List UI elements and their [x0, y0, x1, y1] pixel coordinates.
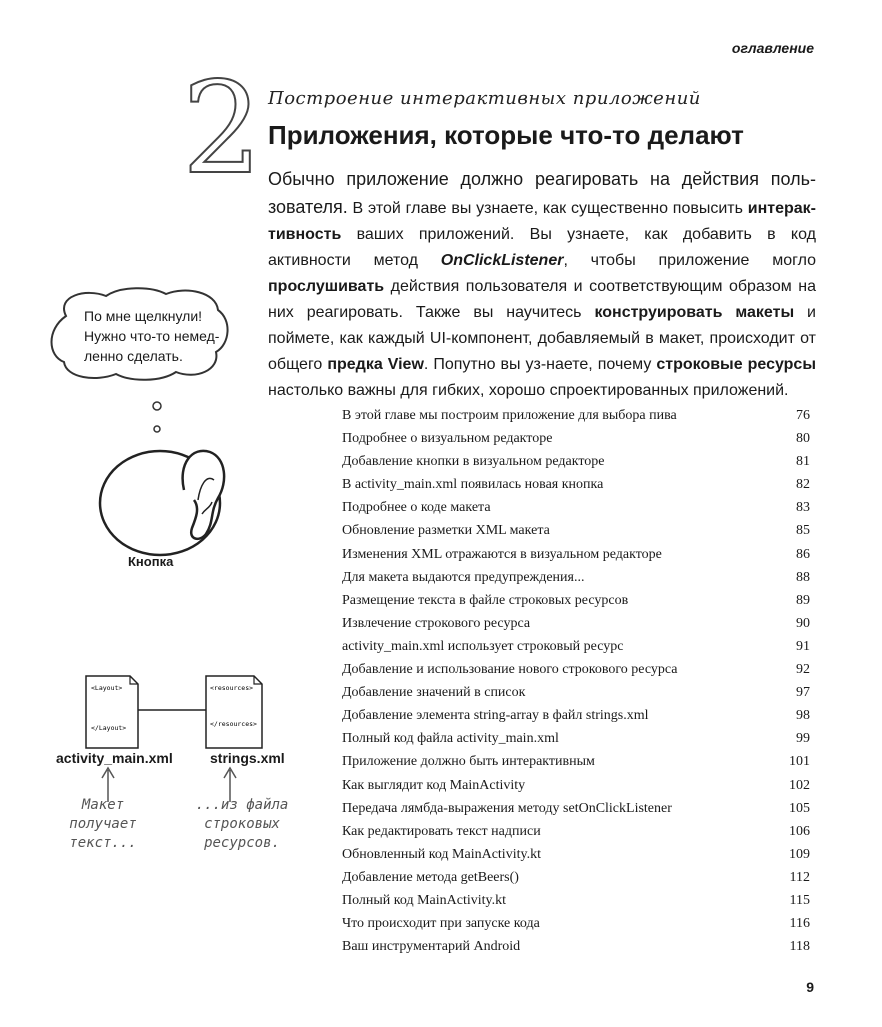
chapter-title: Приложения, которые что-то делают: [268, 120, 744, 150]
toc-entry[interactable]: [342, 750, 810, 773]
toc-entry-title: Что происходит при запуске кода: [342, 916, 540, 932]
files-diagram: [80, 670, 280, 752]
toc-entry-page: 106: [789, 823, 810, 839]
toc-entry[interactable]: [342, 519, 810, 542]
toc-entry[interactable]: [342, 681, 810, 704]
toc-entry-page: 92: [796, 662, 810, 678]
toc-entry[interactable]: [342, 658, 810, 681]
toc-entry-page: 89: [796, 592, 810, 608]
speech-bubble-text: По мне щелкнули! Нужно что-то немед-ленно сделать.: [84, 308, 220, 364]
toc-entry-page: 118: [789, 939, 810, 955]
toc-entry-page: 86: [796, 546, 810, 562]
toc-entry[interactable]: [342, 612, 810, 635]
layout-file-label: activity_main.xml: [56, 750, 173, 766]
toc-entry-page: 116: [789, 916, 810, 932]
chapter-number: 2: [182, 55, 263, 202]
toc-entry-page: 83: [796, 500, 810, 516]
toc-entry[interactable]: [342, 912, 810, 935]
toc-entry-title: Как редактировать текст надписи: [342, 823, 541, 839]
toc-entry[interactable]: [342, 543, 810, 566]
emphasis: конструировать макеты: [594, 304, 795, 321]
toc-entry-title: Как выглядит код MainActivity: [342, 777, 526, 793]
note-strings: ...из файла строковых ресурсов.: [195, 797, 289, 851]
toc-entry-page: 88: [796, 569, 810, 585]
toc-entry[interactable]: [342, 843, 810, 866]
button-ear-illustration: [90, 396, 250, 558]
thought-dot: [154, 426, 160, 432]
toc-entry-title: Добавление и использование нового строкового ресурса: [342, 662, 678, 678]
note-layout: Макет получает текст...: [69, 797, 137, 851]
layout-open-tag: <Layout>: [91, 684, 123, 692]
toc-entry[interactable]: [342, 704, 810, 727]
toc-entry[interactable]: [342, 820, 810, 843]
toc-entry-title: Передача лямбда-выражения методу setOnClickListener: [342, 800, 672, 816]
section-header: оглавление: [731, 40, 814, 56]
toc-entry[interactable]: [342, 889, 810, 912]
toc-entry-title: Подробнее о визуальном редакторе: [342, 431, 553, 447]
toc-entry-page: 99: [796, 731, 810, 747]
toc-entry-title: Обновленный код MainActivity.kt: [342, 846, 541, 862]
toc-entry-title: Извлечение строкового ресурса: [342, 615, 531, 631]
resources-close-tag: </resources>: [210, 720, 257, 728]
toc-entry-page: 76: [796, 408, 810, 423]
toc-entry[interactable]: [342, 635, 810, 658]
page-number: 9: [806, 979, 814, 995]
toc-list: [342, 404, 810, 958]
toc-entry[interactable]: [342, 589, 810, 612]
chapter-intro: Обычно приложение должно реагировать на действия поль-зователя. В этой главе вы узнаете, как существенно повысить интерак-тивность ваших приложений. Вы узнаете, как добавить в код активности метод OnClickListener, чтобы приложение могло прослушивать действия пользователя и соответствующим образом на них реагировать. Также вы научитесь конструировать макеты и поймете, как каждый UI-компонент, добавляемый в макет, происходит от общего предка View. Попутно вы уз-наете, почему строковые ресурсы настолько важны для гибких, хорошо спроектированных приложений.: [268, 169, 816, 399]
toc-entry-title: Добавление элемента string-array в файл strings.xml: [342, 708, 649, 724]
toc-entry-page: 101: [789, 754, 810, 770]
toc-entry[interactable]: [342, 404, 810, 427]
emphasis: строковые ресурсы: [656, 356, 816, 373]
toc-entry[interactable]: [342, 727, 810, 750]
thought-dot: [153, 402, 161, 410]
toc-entry-title: Полный код файла activity_main.xml: [342, 731, 559, 747]
toc-entry-page: 81: [796, 454, 810, 470]
toc-entry[interactable]: [342, 496, 810, 519]
layout-close-tag: </Layout>: [91, 724, 127, 732]
toc-entry-title: Добавление метода getBeers(): [342, 869, 519, 885]
emphasis: предка View: [327, 356, 424, 373]
toc-entry-page: 91: [796, 638, 810, 654]
toc-entry-page: 80: [796, 431, 810, 447]
toc-entry[interactable]: [342, 866, 810, 889]
toc-entry-page: 102: [789, 777, 810, 793]
code-term: OnClickListener: [440, 252, 564, 269]
toc-entry-title: Для макета выдаются предупреждения...: [342, 569, 585, 585]
toc-entry-title: Ваш инструментарий Android: [342, 939, 521, 955]
toc-entry[interactable]: [342, 427, 810, 450]
toc-entry-page: 109: [789, 846, 810, 862]
toc-entry-title: Добавление значений в список: [342, 685, 526, 701]
toc-entry-title: В этой главе мы построим приложение для выбора пива: [342, 408, 677, 423]
toc-entry-title: Обновление разметки XML макета: [342, 523, 550, 539]
toc-entry-page: 115: [789, 892, 810, 908]
toc-entry-title: activity_main.xml использует строковый ресурс: [342, 638, 624, 654]
toc-entry-page: 90: [796, 615, 810, 631]
toc-entry-title: Добавление кнопки в визуальном редакторе: [342, 454, 605, 470]
toc-entry-page: 98: [796, 708, 810, 724]
toc-entry[interactable]: [342, 473, 810, 496]
toc-entry-title: В activity_main.xml появилась новая кнопка: [342, 477, 604, 493]
toc-entry-page: 85: [796, 523, 810, 539]
toc-entry-page: 82: [796, 477, 810, 493]
toc-entry[interactable]: [342, 774, 810, 797]
button-label: Кнопка: [128, 554, 174, 569]
toc-entry[interactable]: [342, 566, 810, 589]
toc-entry-page: 97: [796, 685, 810, 701]
toc-entry[interactable]: [342, 797, 810, 820]
toc-entry-page: 112: [789, 869, 810, 885]
strings-file-label: strings.xml: [210, 750, 285, 766]
toc-entry-title: Полный код MainActivity.kt: [342, 892, 507, 908]
toc-entry[interactable]: [342, 450, 810, 473]
resources-open-tag: <resources>: [210, 684, 254, 692]
toc-entry-title: Приложение должно быть интерактивным: [342, 754, 595, 770]
emphasis: интерак-тивность: [268, 200, 816, 243]
chapter-subtitle: Построение интерактивных приложений: [268, 88, 701, 109]
toc-entry-title: Подробнее о коде макета: [342, 500, 491, 516]
toc-entry-title: Изменения XML отражаются в визуальном редакторе: [342, 546, 662, 562]
toc-entry-page: 105: [789, 800, 810, 816]
toc-entry[interactable]: [342, 935, 810, 958]
toc-entry-title: Размещение текста в файле строковых ресурсов: [342, 592, 629, 608]
intro-lead: Обычно приложение должно реагировать на действия поль-зователя.: [268, 169, 816, 217]
emphasis: прослушивать: [268, 278, 385, 295]
